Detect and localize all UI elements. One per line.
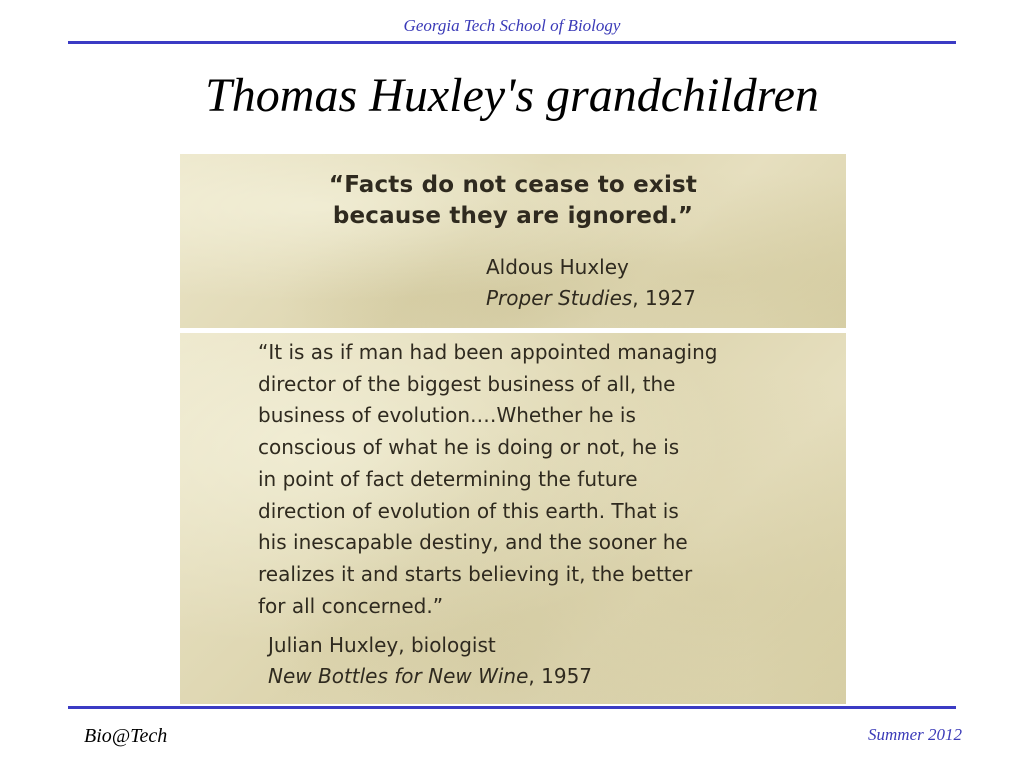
quote-year-julian: , 1957 [528,664,593,688]
quote-work-aldous: Proper Studies [486,286,633,310]
header-school-name: Georgia Tech School of Biology [403,16,621,35]
quote-year-aldous: , 1927 [632,286,696,310]
quote-source-julian [268,661,592,692]
quote-source-aldous [486,283,696,314]
quote-panel-aldous [180,154,846,328]
quote-work-julian: New Bottles for New Wine [268,664,529,688]
quote-attribution-julian [268,630,592,692]
quote-author-julian: Julian Huxley, biologist [268,633,496,657]
quote-panel-julian [180,333,846,704]
quote-text-aldous: “Facts do not cease to exist because they are ignored.” [328,172,698,229]
slide-title: Thomas Huxley's grandchildren [205,69,819,122]
footer-date: Summer 2012 [868,725,962,744]
footer-divider [68,706,956,709]
quote-attribution-aldous [486,252,696,314]
header-divider [68,41,956,44]
quote-author-aldous: Aldous Huxley [486,255,629,279]
footer-brand: Bio@Tech [84,725,168,747]
quote-text-julian: “It is as if man had been appointed managing director of the biggest business of all, the business of evolution.…Whether he is conscious of what he is doing or not, he is in point of fact determining the future direction of evolution of this earth. That is his inescapable destiny, and the sooner he realizes it and starts believing it, the better for all concerned.” [258,340,718,618]
